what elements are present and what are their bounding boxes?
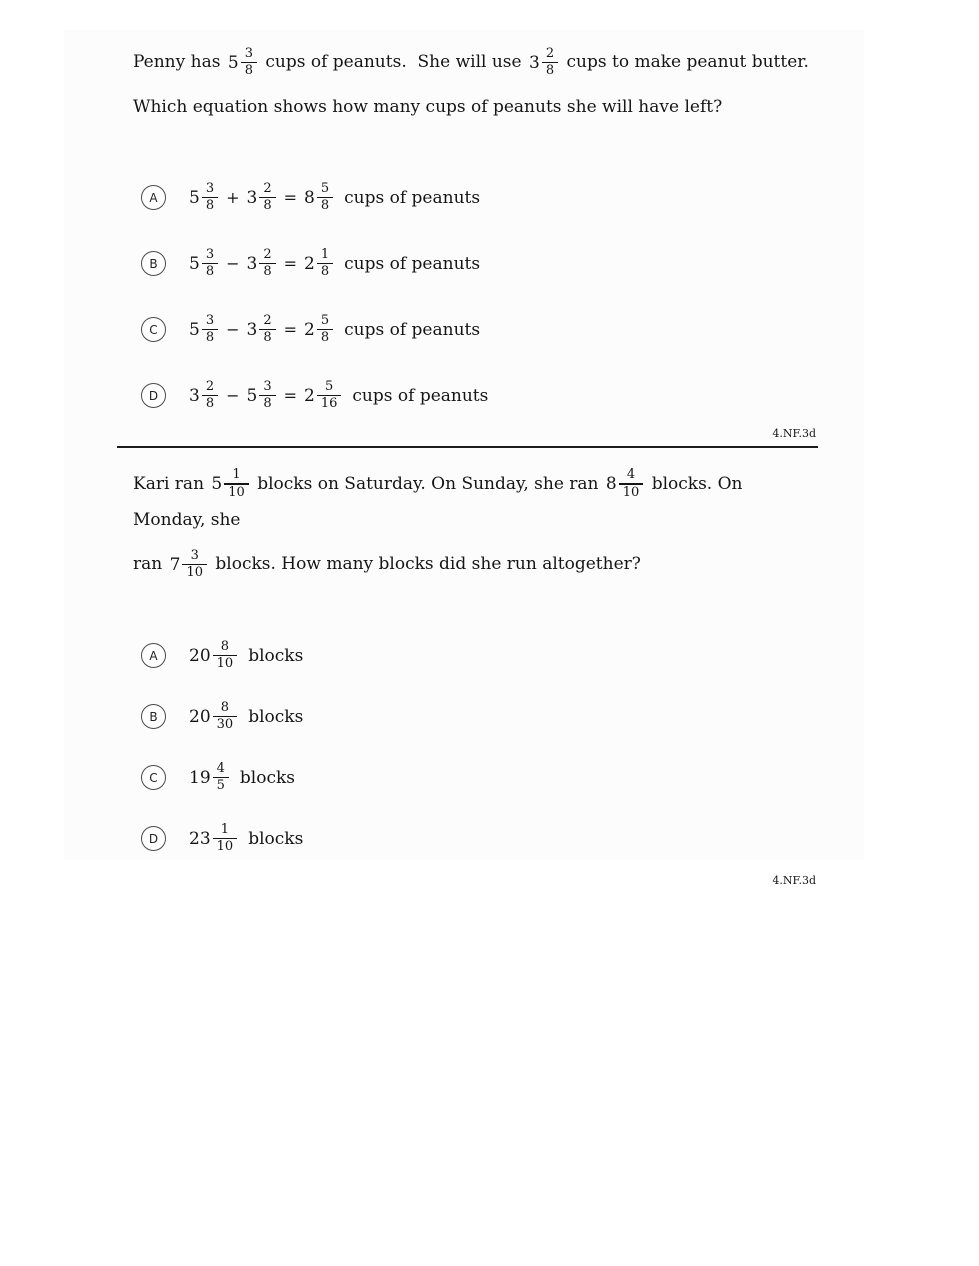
fraction-numerator: 5 [320, 180, 330, 196]
answer-option-c[interactable] [141, 757, 818, 799]
fraction-denominator: 8 [244, 63, 253, 79]
fraction-numerator: 2 [263, 180, 272, 196]
question-stem-line [133, 546, 818, 583]
fraction-denominator: 10 [186, 565, 203, 581]
text-segment: cups of peanuts [352, 385, 489, 406]
answer-option-d[interactable] [141, 375, 818, 417]
whole-number: 2 [304, 319, 315, 340]
question-2-stem [133, 466, 818, 583]
fraction-numerator: 5 [320, 312, 330, 328]
text-segment: blocks [248, 828, 304, 849]
mixed-number [304, 380, 342, 412]
fraction [317, 380, 342, 412]
fraction-denominator: 8 [205, 264, 215, 280]
fraction [619, 468, 644, 500]
option-expression [187, 380, 488, 412]
mixed-number [304, 182, 334, 214]
question-1-options [117, 177, 818, 417]
text-segment: blocks [248, 645, 304, 666]
fraction [224, 468, 249, 500]
text-segment: cups of peanuts [344, 253, 481, 274]
fraction-numerator: 2 [205, 378, 215, 394]
worksheet-content [117, 0, 818, 888]
mixed-number [211, 466, 249, 502]
whole-number: 5 [189, 253, 200, 274]
operator-equals: = [283, 386, 298, 405]
whole-number: 2 [304, 385, 315, 406]
question-2 [117, 466, 818, 888]
text-segment: blocks [248, 706, 304, 727]
option-letter-bubble-c[interactable]: C [141, 765, 166, 790]
whole-number: 5 [189, 319, 200, 340]
fraction-denominator: 8 [320, 198, 330, 214]
whole-number: 3 [246, 187, 258, 208]
option-expression [187, 314, 480, 346]
question-2-options [117, 635, 818, 860]
question-divider [117, 446, 818, 448]
text-segment: Kari ran [133, 473, 210, 494]
whole-number: 8 [605, 474, 617, 494]
fraction [259, 248, 275, 280]
text-segment: Which equation shows how many cups of peanuts she will have left? [133, 96, 723, 117]
whole-number: 19 [189, 767, 211, 788]
mixed-number [189, 701, 238, 733]
text-segment: blocks on Saturday. On Sunday, she ran [251, 473, 604, 494]
option-letter-bubble-b[interactable]: B [141, 704, 166, 729]
operator-minus: − [226, 386, 240, 405]
option-expression [187, 762, 295, 794]
fraction [241, 47, 257, 79]
whole-number: 3 [246, 253, 258, 274]
text-segment: cups of peanuts. She will use [259, 52, 527, 72]
mixed-number [304, 314, 334, 346]
text-segment: blocks. On Monday, she [133, 473, 748, 530]
fraction-denominator: 8 [545, 63, 555, 79]
fraction [213, 640, 238, 672]
fraction-numerator: 3 [205, 312, 215, 328]
fraction [202, 248, 218, 280]
fraction [213, 701, 238, 733]
operator-equals: = [283, 320, 298, 339]
question-1-stem [133, 44, 818, 125]
text-segment: blocks. How many blocks did she run altogether? [210, 554, 641, 574]
fraction [259, 314, 275, 346]
mixed-number [189, 762, 230, 794]
fraction-denominator: 8 [320, 330, 330, 346]
mixed-number [247, 182, 277, 214]
fraction-denominator: 8 [205, 396, 215, 412]
operator-equals: = [283, 254, 298, 273]
whole-number: 20 [189, 645, 211, 666]
mixed-number [189, 640, 238, 672]
mixed-number [170, 547, 208, 583]
fraction [542, 47, 558, 79]
option-expression [187, 182, 480, 214]
answer-option-b[interactable] [141, 696, 818, 738]
whole-number: 8 [304, 187, 315, 208]
fraction-numerator: 8 [220, 638, 230, 654]
operator-minus: − [226, 320, 240, 339]
whole-number: 20 [189, 706, 211, 727]
answer-option-b[interactable] [141, 243, 818, 285]
answer-option-c[interactable] [141, 309, 818, 351]
option-letter-bubble-a[interactable]: A [141, 643, 166, 668]
mixed-number [189, 823, 238, 855]
whole-number: 5 [189, 187, 200, 208]
whole-number: 23 [189, 828, 211, 849]
operator-equals: = [283, 188, 298, 207]
text-segment: cups of peanuts [344, 187, 481, 208]
text-segment: cups of peanuts [344, 319, 481, 340]
whole-number: 2 [304, 253, 315, 274]
option-expression [187, 640, 303, 672]
mixed-number [304, 248, 334, 280]
fraction [202, 314, 218, 346]
mixed-number [189, 182, 219, 214]
fraction-denominator: 5 [216, 778, 225, 794]
fraction-denominator: 8 [263, 330, 272, 346]
text-segment: blocks [239, 767, 296, 788]
option-letter-bubble-a[interactable]: A [141, 185, 166, 210]
fraction [202, 380, 218, 412]
fraction [317, 314, 333, 346]
mixed-number [247, 248, 277, 280]
fraction-denominator: 10 [216, 839, 234, 855]
fraction-denominator: 8 [320, 264, 330, 280]
fraction-numerator: 1 [220, 821, 230, 837]
answer-option-a[interactable] [141, 177, 818, 219]
option-letter-bubble-b[interactable]: B [141, 251, 166, 276]
mixed-number [606, 466, 644, 502]
option-letter-bubble-d[interactable]: D [141, 383, 166, 408]
fraction-numerator: 1 [320, 246, 330, 262]
operator-minus: − [226, 254, 240, 273]
whole-number: 5 [227, 52, 239, 73]
fraction-denominator: 8 [263, 198, 272, 214]
fraction-denominator: 8 [263, 396, 272, 412]
question-stem-line [133, 44, 818, 81]
mixed-number [189, 380, 219, 412]
fraction-numerator: 3 [205, 180, 215, 196]
fraction-denominator: 8 [205, 330, 215, 346]
question-stem-line [133, 466, 818, 539]
whole-number: 3 [189, 385, 200, 406]
fraction-denominator: 16 [320, 396, 338, 412]
text-segment: ran [133, 554, 168, 574]
answer-option-a[interactable] [141, 635, 818, 677]
mixed-number [247, 314, 277, 346]
text-segment: cups to make peanut butter. [561, 52, 809, 72]
option-letter-bubble-c[interactable]: C [141, 317, 166, 342]
mixed-number [189, 314, 219, 346]
fraction-denominator: 8 [263, 264, 272, 280]
mixed-number [189, 248, 219, 280]
fraction-numerator: 3 [263, 378, 272, 394]
fraction-denominator: 10 [622, 484, 640, 500]
fraction-numerator: 5 [324, 378, 334, 394]
fraction [259, 182, 275, 214]
fraction-numerator: 3 [205, 246, 215, 262]
fraction-numerator: 4 [626, 467, 636, 483]
fraction-denominator: 8 [205, 198, 215, 214]
fraction [213, 762, 229, 794]
mixed-number [247, 380, 277, 412]
fraction [317, 248, 333, 280]
fraction-denominator: 10 [216, 656, 234, 672]
fraction-numerator: 2 [263, 246, 272, 262]
option-expression [187, 701, 303, 733]
fraction [213, 823, 238, 855]
question-1 [117, 44, 818, 448]
option-expression [187, 823, 303, 855]
option-letter-bubble-d[interactable]: D [141, 826, 166, 851]
fraction-numerator: 4 [216, 760, 225, 776]
mixed-number [228, 45, 258, 81]
operator-plus: + [226, 188, 240, 207]
fraction [182, 549, 207, 581]
fraction-numerator: 3 [244, 45, 253, 61]
fraction-numerator: 8 [220, 699, 230, 715]
mixed-number [529, 45, 559, 81]
fraction-numerator: 2 [545, 45, 555, 61]
fraction-denominator: 10 [228, 484, 245, 500]
text-segment: Penny has [133, 52, 226, 72]
fraction [317, 182, 333, 214]
fraction [202, 182, 218, 214]
fraction-denominator: 30 [216, 717, 234, 733]
whole-number: 3 [529, 52, 540, 73]
fraction-numerator: 3 [190, 547, 199, 563]
whole-number: 5 [211, 474, 223, 494]
whole-number: 5 [246, 385, 258, 406]
standard-tag: 4.NF.3d [772, 426, 816, 440]
question-stem-line [133, 89, 818, 125]
whole-number: 3 [246, 319, 258, 340]
answer-option-d[interactable] [141, 818, 818, 860]
fraction-numerator: 2 [263, 312, 272, 328]
standard-tag: 4.NF.3d [772, 873, 816, 887]
fraction [259, 380, 275, 412]
fraction-numerator: 1 [232, 467, 241, 483]
whole-number: 7 [169, 554, 181, 575]
option-expression [187, 248, 480, 280]
